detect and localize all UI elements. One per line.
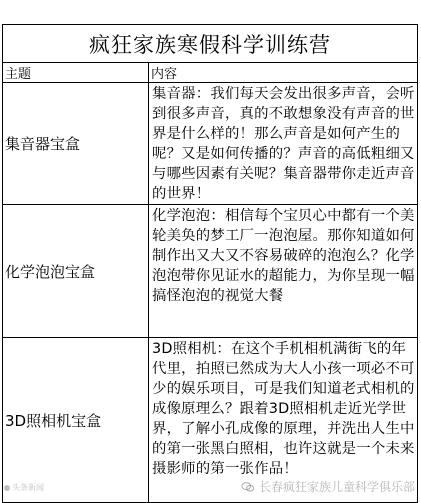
content-cell: 化学泡泡：相信每个宝贝心中都有一个美轮美奂的梦工厂一泡泡屋。那你知道如何制作出又大又不容易破碎的泡泡么？化学泡泡带你见证水的超能力，为你呈现一幅搞怪泡泡的视觉大餐 (149, 205, 418, 338)
content-cell: 集音器：我们每天会发出很多声音，会听到很多声音，真的不敢想象没有声音的世界是什么样的！那么声音是如何产生的呢？又是如何传播的？声音的高低粗细又与哪些因素有关呢？集音器带你走近声音的世界！ (149, 83, 418, 205)
table-row (3, 205, 418, 338)
watermark-text: 长春疯狂家族儿童科学俱乐部 (258, 480, 415, 494)
corner-watermark-text: 头条新闻 (12, 483, 44, 492)
content-cell: 3D照相机：在这个手机相机满街飞的年代里，拍照已然成为大人小孩一项必不可少的娱乐项目，可是我们知道老式相机的成像原理么？跟着3D照相机走近光学世界，了解小孔成像的原理，并洗出人生中的第一张黑白照相，也许这就是一个未来摄影师的第一张作品！ (149, 338, 418, 503)
table-title: 疯狂家族寒假科学训练营 (3, 25, 418, 63)
watermark (241, 478, 415, 495)
title-row (3, 25, 418, 63)
camp-table (2, 24, 418, 503)
header-topic: 主题 (3, 63, 149, 83)
table-row (3, 83, 418, 205)
header-row (3, 63, 418, 83)
topic-cell: 化学泡泡宝盒 (3, 205, 149, 338)
wechat-icon (241, 480, 255, 494)
topic-cell: 集音器宝盒 (3, 83, 149, 205)
header-content: 内容 (149, 63, 418, 83)
corner-logo-icon (4, 485, 10, 491)
topic-cell: 3D照相机宝盒 (3, 338, 149, 503)
corner-watermark (4, 482, 44, 493)
